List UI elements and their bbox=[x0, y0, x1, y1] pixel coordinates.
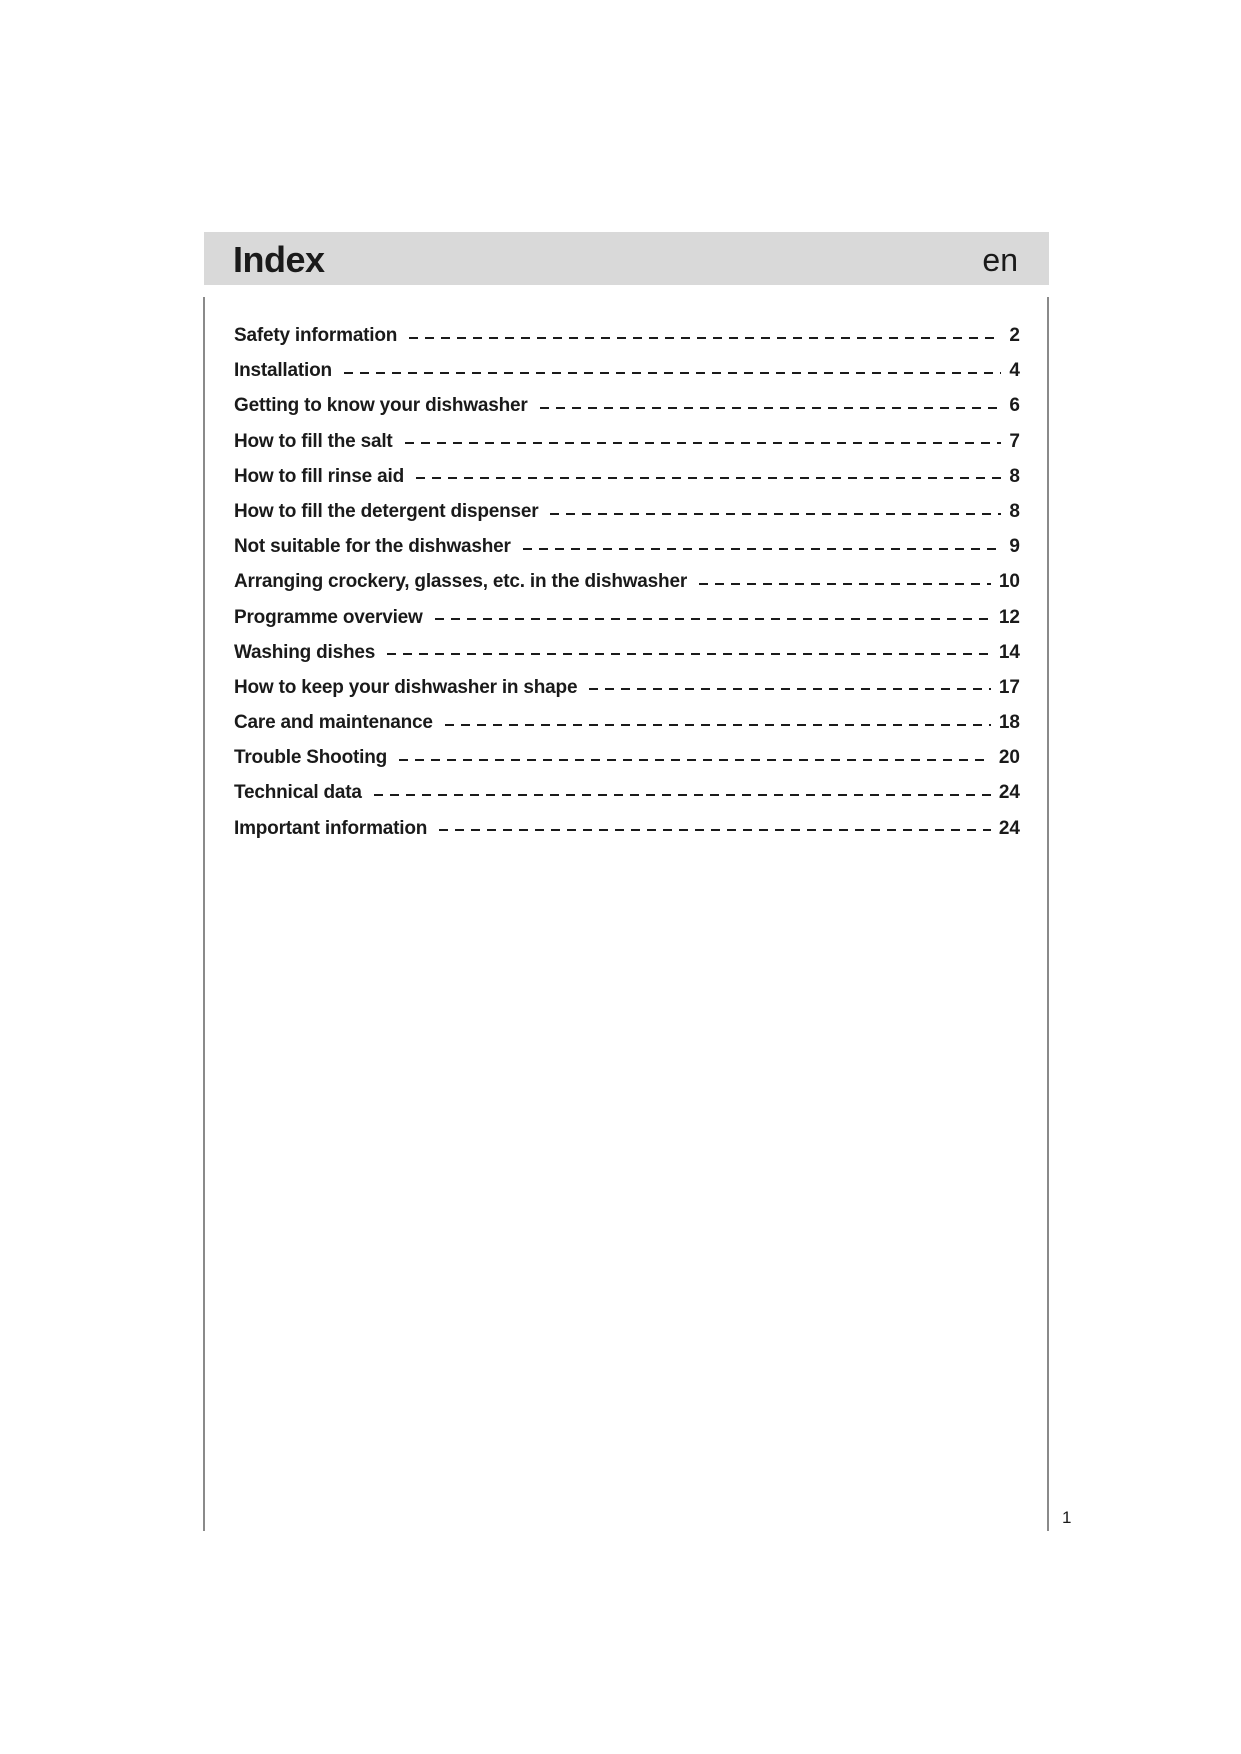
toc-entry[interactable] bbox=[234, 318, 1020, 353]
toc-dot-leader bbox=[589, 688, 991, 690]
toc-entry-page: 6 bbox=[1009, 395, 1020, 417]
page-title: Index bbox=[233, 239, 325, 280]
toc-entry-page: 24 bbox=[998, 782, 1020, 804]
toc-entry-page: 9 bbox=[1009, 536, 1020, 558]
toc-entry-title: How to fill rinse aid bbox=[234, 465, 404, 487]
toc-entry-title: Trouble Shooting bbox=[234, 747, 388, 769]
toc-entry[interactable] bbox=[234, 388, 1020, 423]
toc-entry-title: Programme overview bbox=[234, 606, 423, 628]
toc-entry-title: Arranging crockery, glasses, etc. in the dishwasher bbox=[234, 571, 688, 593]
header-band bbox=[204, 232, 1049, 285]
toc-entry[interactable] bbox=[234, 600, 1020, 635]
language-code: en bbox=[982, 242, 1018, 278]
toc-dot-leader bbox=[405, 442, 1002, 444]
toc-entry-title: Not suitable for the dishwasher bbox=[234, 536, 511, 558]
toc-dot-leader bbox=[399, 759, 991, 761]
toc-entry-title: How to keep your dishwasher in shape bbox=[234, 676, 578, 698]
toc-entry-title: How to fill the detergent dispenser bbox=[234, 500, 539, 522]
toc-entry-page: 14 bbox=[998, 641, 1020, 663]
toc-dot-leader bbox=[374, 794, 991, 796]
toc-dot-leader bbox=[439, 829, 991, 831]
toc-entry-page: 20 bbox=[998, 747, 1020, 769]
toc-entry-page: 12 bbox=[998, 606, 1020, 628]
toc-entry[interactable] bbox=[234, 494, 1020, 529]
toc-dot-leader bbox=[540, 407, 1002, 409]
toc-entry-page: 18 bbox=[998, 712, 1020, 734]
toc-entry-title: Getting to know your dishwasher bbox=[234, 395, 528, 417]
toc-entry[interactable] bbox=[234, 424, 1020, 459]
toc-entry[interactable] bbox=[234, 775, 1020, 810]
toc-entry[interactable] bbox=[234, 564, 1020, 599]
toc-dot-leader bbox=[523, 548, 1002, 550]
toc-dot-leader bbox=[387, 653, 991, 655]
toc-entry-title: Safety information bbox=[234, 325, 398, 346]
toc-dot-leader bbox=[550, 513, 1001, 515]
toc-entry-title: Care and maintenance bbox=[234, 712, 433, 734]
toc-entry-page: 7 bbox=[1009, 430, 1020, 452]
toc-entry[interactable] bbox=[234, 740, 1020, 775]
toc-entry[interactable] bbox=[234, 353, 1020, 388]
toc-dot-leader bbox=[416, 477, 1001, 479]
toc-dot-leader bbox=[344, 372, 1002, 374]
toc-entry-title: Washing dishes bbox=[234, 641, 376, 663]
toc-entry-page: 10 bbox=[998, 571, 1020, 593]
toc-dot-leader bbox=[699, 583, 991, 585]
table-of-contents bbox=[234, 318, 1020, 846]
toc-entry-title: How to fill the salt bbox=[234, 430, 393, 452]
toc-entry[interactable] bbox=[234, 670, 1020, 705]
toc-entry-page: 8 bbox=[1009, 500, 1020, 522]
toc-dot-leader bbox=[435, 618, 991, 620]
toc-entry-title: Installation bbox=[234, 360, 332, 382]
toc-dot-leader bbox=[409, 337, 1001, 339]
toc-entry[interactable] bbox=[234, 529, 1020, 564]
toc-entry-title: Important information bbox=[234, 817, 428, 839]
toc-dot-leader bbox=[445, 724, 991, 726]
toc-entry-page: 17 bbox=[998, 676, 1020, 698]
toc-entry[interactable] bbox=[234, 705, 1020, 740]
right-frame-line bbox=[1047, 297, 1049, 1531]
toc-entry[interactable] bbox=[234, 459, 1020, 494]
toc-entry-page: 4 bbox=[1009, 360, 1020, 382]
toc-entry[interactable] bbox=[234, 811, 1020, 846]
toc-entry-page: 8 bbox=[1009, 465, 1020, 487]
toc-entry-page: 24 bbox=[998, 817, 1020, 839]
left-frame-line bbox=[203, 297, 205, 1531]
toc-entry[interactable] bbox=[234, 635, 1020, 670]
toc-entry-title: Technical data bbox=[234, 782, 362, 804]
page-number: 1 bbox=[1062, 1508, 1072, 1527]
toc-entry-page: 2 bbox=[1009, 325, 1020, 346]
